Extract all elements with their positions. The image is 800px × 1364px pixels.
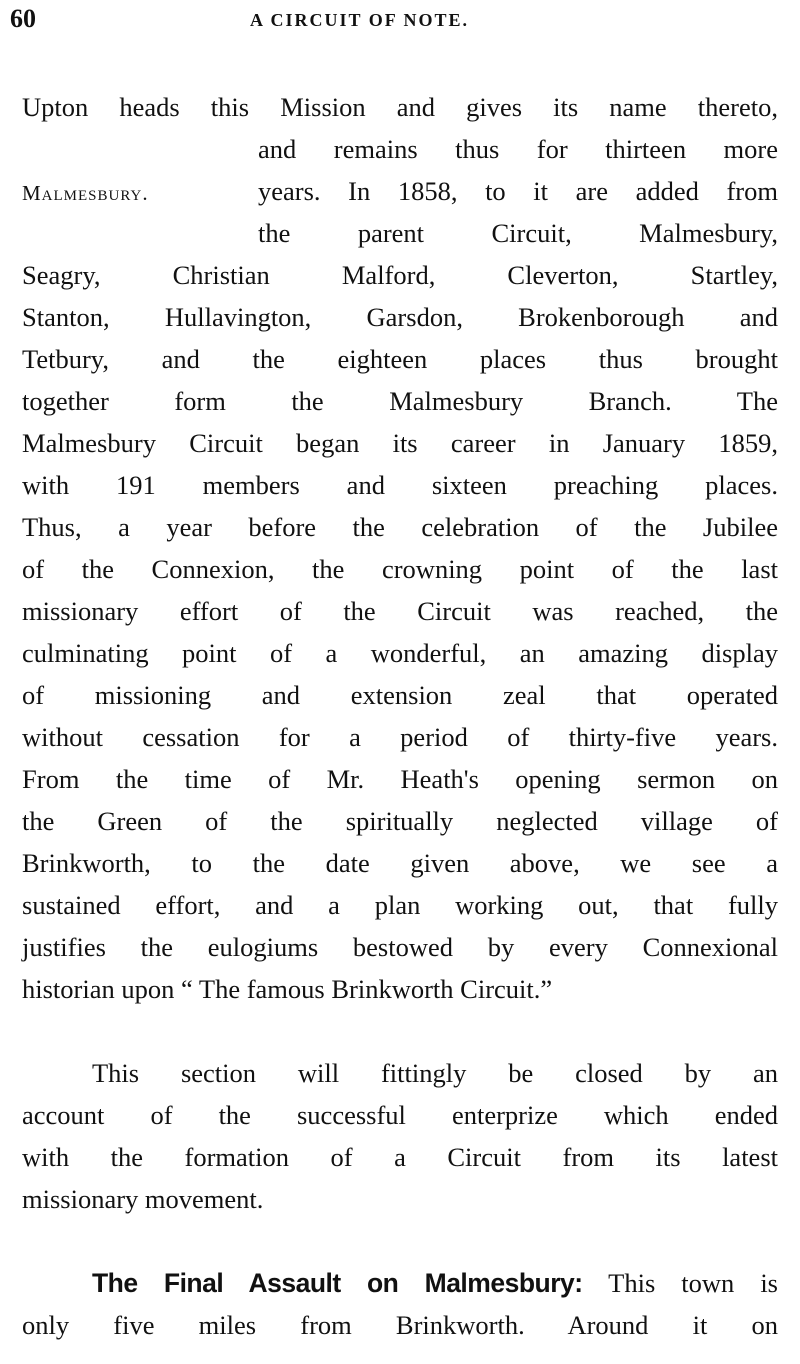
text-line: together form the Malmesbury Branch. The <box>22 386 778 416</box>
text-line: Malmesbury Circuit began its career in January 1859, <box>22 428 778 458</box>
section-heading: The Final Assault on Malmesbury: <box>92 1268 583 1298</box>
text-line: missionary movement. <box>22 1184 264 1214</box>
text-line: Tetbury, and the eighteen places thus brought <box>22 344 778 374</box>
text-line: the parent Circuit, Malmesbury, <box>258 218 778 248</box>
text-line: justifies the eulogiums bestowed by every Connexional <box>22 932 778 962</box>
text-line: and remains thus for thirteen more <box>258 134 778 164</box>
text-line: with the formation of a Circuit from its latest <box>22 1142 778 1172</box>
text-line: of missioning and extension zeal that operated <box>22 680 778 710</box>
text-line: Brinkworth, to the date given above, we see a <box>22 848 778 878</box>
text-line: without cessation for a period of thirty-five years. <box>22 722 778 752</box>
text-line: only five miles from Brinkworth. Around it on <box>22 1310 778 1340</box>
text-line: culminating point of a wonderful, an amazing display <box>22 638 778 668</box>
text-line: sustained effort, and a plan working out, that fully <box>22 890 778 920</box>
text-line: years. In 1858, to it are added from <box>258 176 778 206</box>
text-line: missionary effort of the Circuit was reached, the <box>22 596 778 626</box>
paragraph-3 <box>22 1262 778 1346</box>
text-line: This section will fittingly be closed by an <box>92 1058 778 1088</box>
text-line: account of the successful enterprize which ended <box>22 1100 778 1130</box>
text-line: of the Connexion, the crowning point of the last <box>22 554 778 584</box>
text-line: Stanton, Hullavington, Garsdon, Brokenborough and <box>22 302 778 332</box>
text-line: with 191 members and sixteen preaching places. <box>22 470 778 500</box>
text-line: Thus, a year before the celebration of the Jubilee <box>22 512 778 542</box>
text-line: historian upon “ The famous Brinkworth Circuit.” <box>22 974 553 1004</box>
text-line: Upton heads this Mission and gives its name thereto, <box>22 92 778 122</box>
paragraph-2 <box>22 1052 778 1220</box>
text-span: This town is <box>608 1268 778 1298</box>
text-line: the Green of the spiritually neglected village of <box>22 806 778 836</box>
text-line <box>22 1262 778 1304</box>
paragraph-1 <box>22 86 778 1010</box>
running-head: A CIRCUIT OF NOTE. <box>250 10 470 30</box>
side-note: Malmesbury. <box>22 181 149 205</box>
text-line: From the time of Mr. Heath's opening sermon on <box>22 764 778 794</box>
text-line: Seagry, Christian Malford, Cleverton, Startley, <box>22 260 778 290</box>
page-number: 60 <box>10 4 36 33</box>
